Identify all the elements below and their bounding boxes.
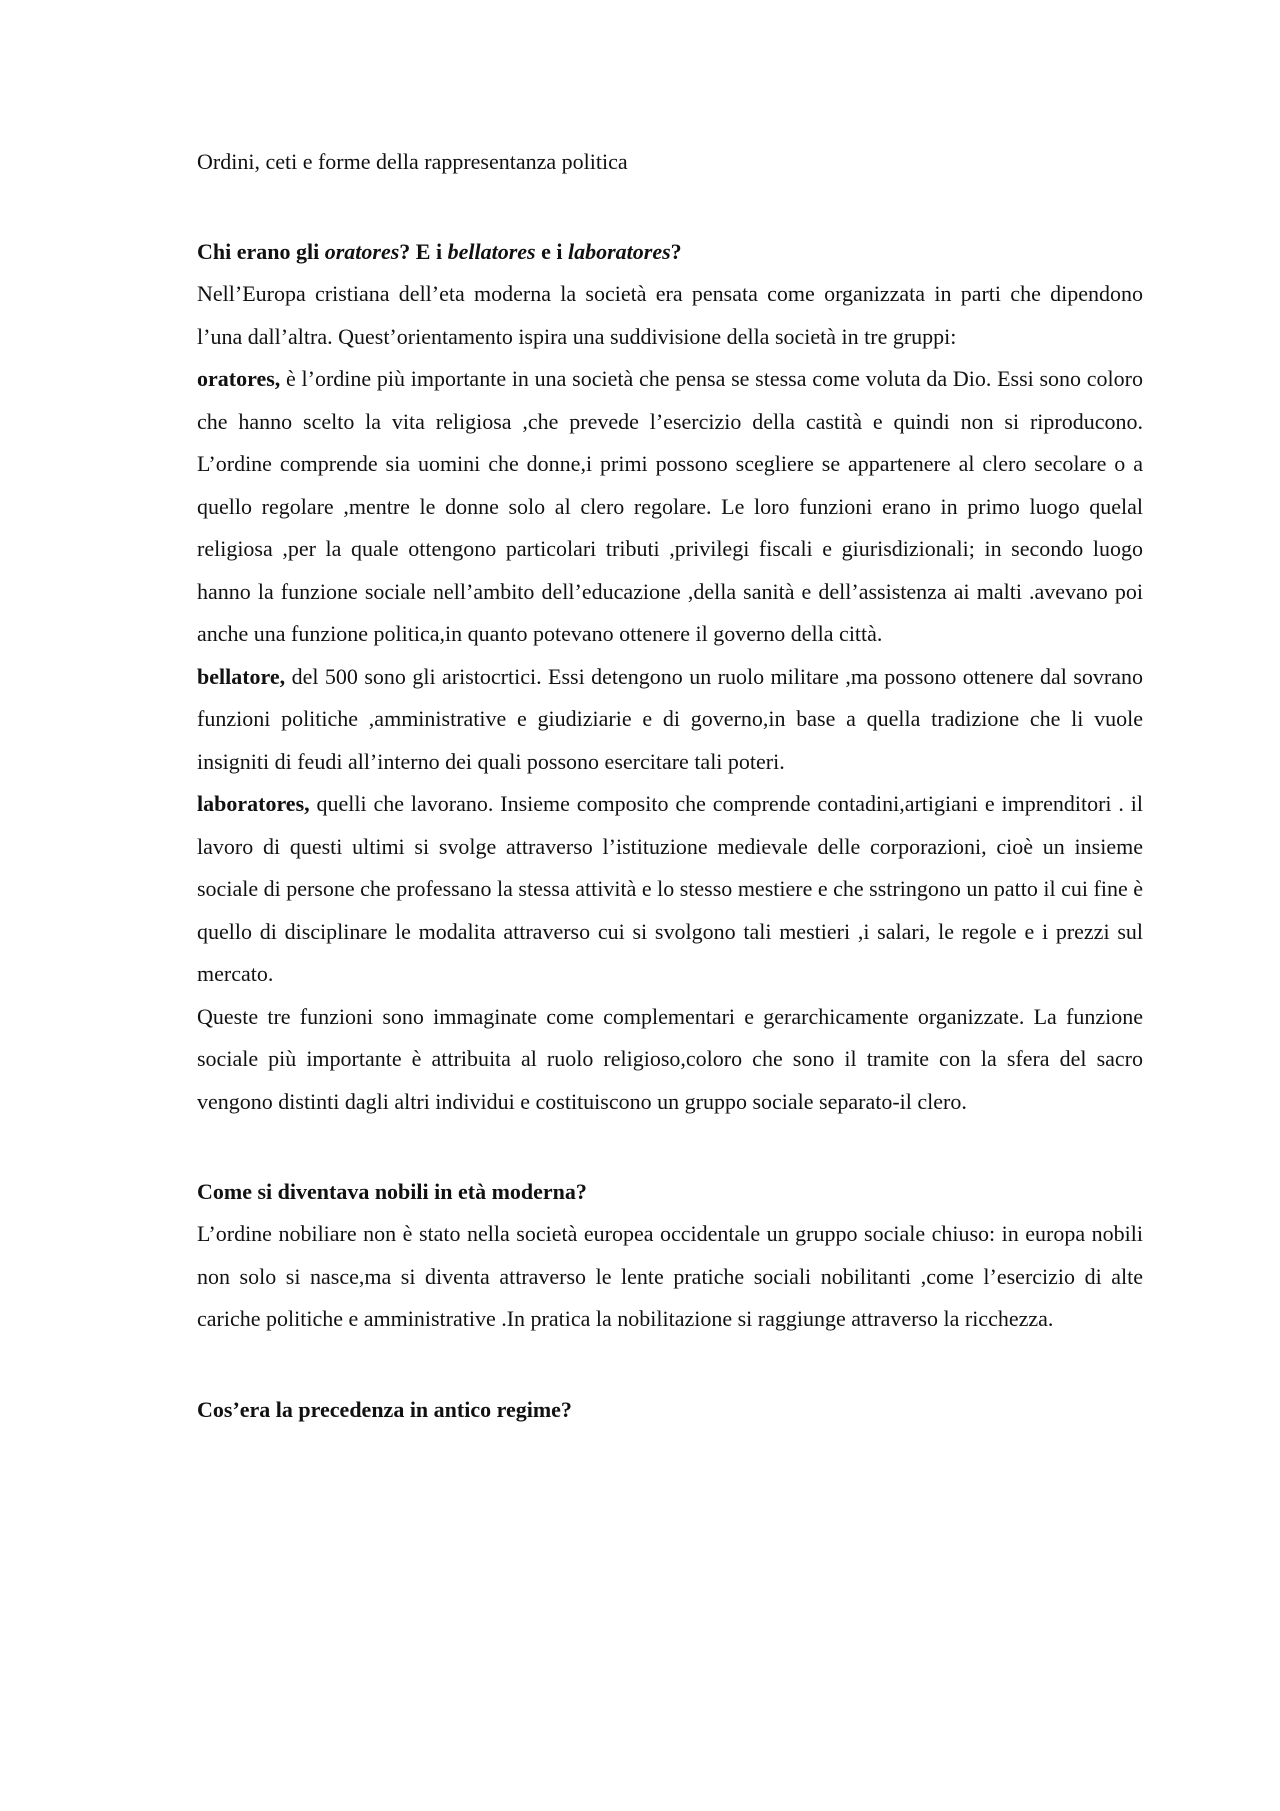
document-page bbox=[197, 147, 1143, 1425]
paragraph-nobility: L’ordine nobiliare non è stato nella società europea occidentale un gruppo sociale chiuso: in europa nobili non solo si nasce,ma si diventa attraverso le lente pratiche sociali nobilitanti ,come l’esercizio di alte cariche politiche e amministrative .In pratica la nobilitazione si raggiunge attraverso la ricchezza. bbox=[197, 1221, 1143, 1331]
question-text: ? E i bbox=[399, 239, 448, 264]
question-term-bellatores: bellatores bbox=[447, 239, 536, 264]
paragraph-oratores bbox=[197, 358, 1143, 656]
paragraph-oratores-text: è l’ordine più importante in una società che pensa se stessa come voluta da Dio. Essi sono coloro che hanno scelto la vita religiosa ,che prevede l’esercizio della castità e quindi non si riproducono. L’ordine comprende sia uomini che donne,i primi possono scegliere se appartenere al clero secolare o a quello regolare ,mentre le donne solo al clero regolare. Le loro funzioni erano in primo luogo quelal religiosa ,per la quale ottengono particolari tributi ,privilegi fiscali e giurisdizionali; in secondo luogo hanno la funzione sociale nell’ambito dell’educazione ,della sanità e dell’assistenza ai malti .avevano poi anche una funzione politica,in quanto potevano ottenere il governo della città. bbox=[197, 366, 1143, 646]
question-text: e i bbox=[535, 239, 568, 264]
question-text: Chi erano gli bbox=[197, 239, 325, 264]
question-text: ? bbox=[670, 239, 682, 264]
term-oratores: oratores, bbox=[197, 366, 281, 391]
paragraph-intro: Nell’Europa cristiana dell’eta moderna la società era pensata come organizzata in parti che dipendono l’una dall’altra. Quest’orientamento ispira una suddivisione della società in tre gruppi: bbox=[197, 281, 1143, 349]
term-laboratores: laboratores, bbox=[197, 791, 310, 816]
spacer bbox=[197, 1341, 1143, 1395]
term-bellatore: bellatore, bbox=[197, 663, 286, 689]
question-term-oratores: oratores bbox=[324, 239, 400, 264]
section-question-nobility: Come si diventava nobili in età moderna? bbox=[197, 1179, 587, 1204]
paragraph-laboratores-text: quelli che lavorano. Insieme composito che comprende contadini,artigiani e imprenditori . il lavoro di questi ultimi si svolge attraverso l’istituzione medievale delle corporazioni, cioè un insieme sociale di persone che professano la stessa attività e lo stesso mestiere e che sstringono un patto il cui fine è quello di disciplinare le modalita attraverso cui si svolgono tali mestieri ,i salari, le regole e i prezzi sul mercato. bbox=[197, 791, 1143, 986]
spacer bbox=[197, 177, 1143, 237]
paragraph-bellatore bbox=[197, 656, 1143, 784]
paragraph-bellatore-text: del 500 sono gli aristocrtici. Essi detengono un ruolo militare ,ma possono ottenere dal sovrano funzioni politiche ,amministrative e giudiziarie e di governo,in base a quella tradizione che li vuole insigniti di feudi all’interno dei quali possono esercitare tali poteri. bbox=[197, 663, 1143, 774]
spacer bbox=[197, 1123, 1143, 1177]
section-question-orders bbox=[197, 237, 1143, 267]
paragraph-laboratores bbox=[197, 783, 1143, 996]
document-title: Ordini, ceti e forme della rappresentanza politica bbox=[197, 149, 628, 174]
section-question-precedence: Cos’era la precedenza in antico regime? bbox=[197, 1396, 572, 1422]
question-term-laboratores: laboratores bbox=[567, 239, 671, 264]
paragraph-conclusion: Queste tre funzioni sono immaginate come complementari e gerarchicamente organizzate. La funzione sociale più importante è attribuita al ruolo religioso,coloro che sono il tramite con la sfera del sacro vengono distinti dagli altri individui e costituiscono un gruppo sociale separato-il clero. bbox=[197, 1003, 1143, 1114]
